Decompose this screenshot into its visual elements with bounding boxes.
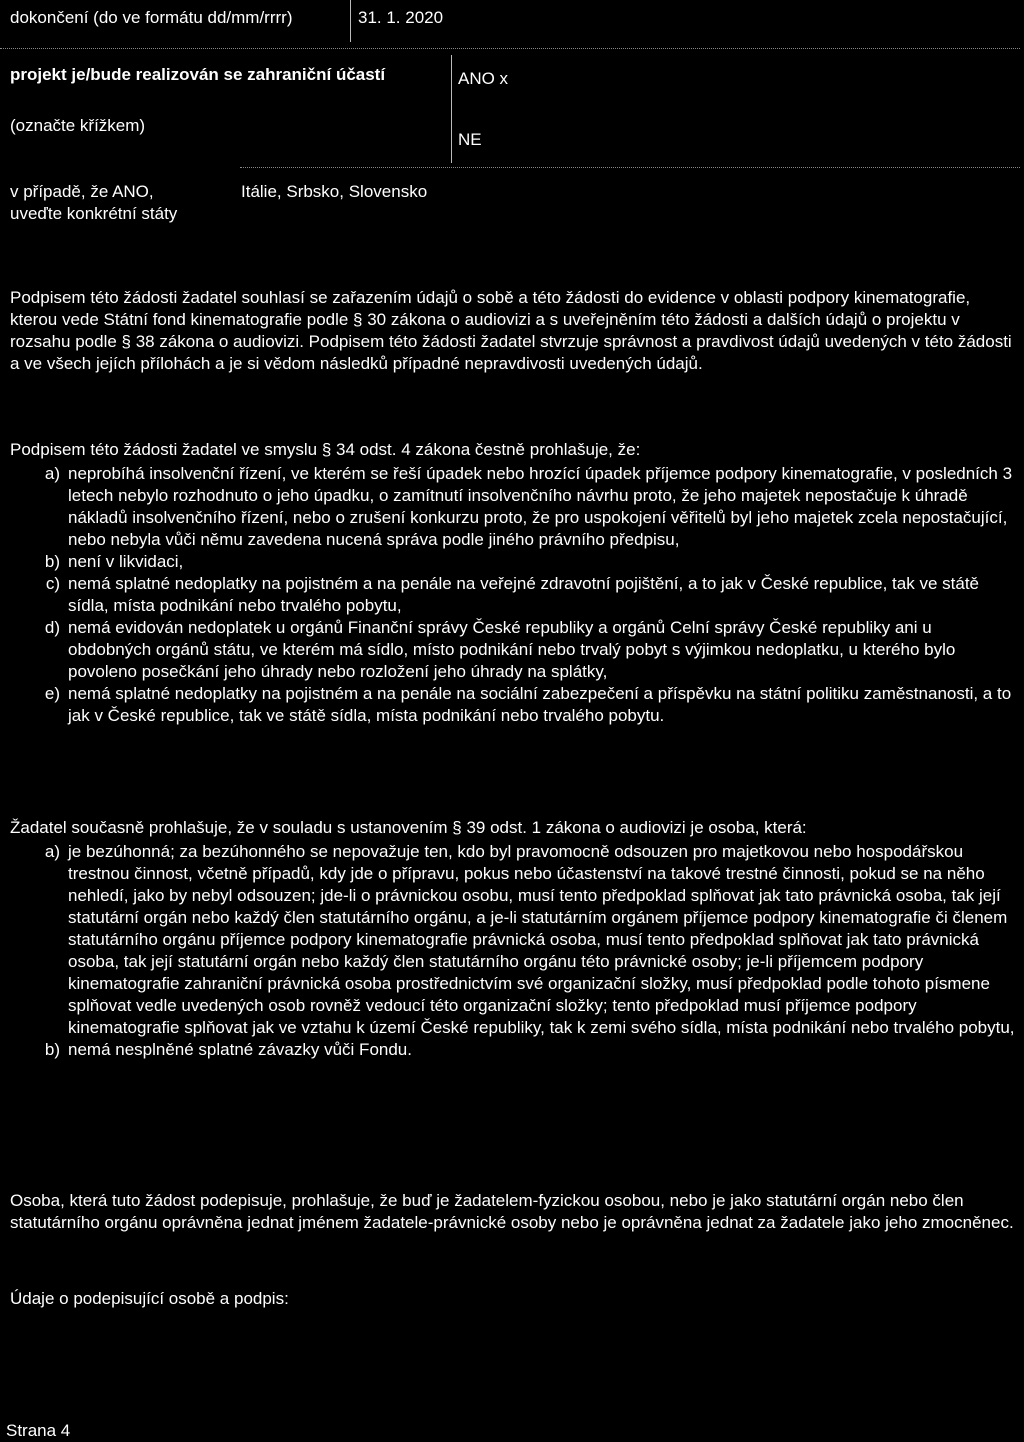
list-item-mark: a) — [44, 464, 60, 483]
consent-text: Podpisem této žádosti žadatel souhlasí se zařazením údajů o sobě a této žádosti do evidence v oblasti podpory kinematografie, kterou vede Státní fond kinematografie podle § 30 zákona o audiovizi a s uveřejněním této žádosti a dalších údajů o projektu v rozsahu podle § 38 zákona o audiovizi. Podpisem této žádosti žadatel stvrzuje správnost a pravdivost údajů uvedených v této žádosti a ve všech jejích přílohách a je si vědom následků případné nepravdivosti uvedených údajů. — [10, 288, 1012, 373]
list-item-text: nemá evidován nedoplatek u orgánů Finanční správy České republiky a orgánů Celní správy České republiky ani u obdobných orgánů státu, ve kterém má sídlo, místo podnikání nebo trvalý pobyt s výjimkou nedoplatku, u kterého bylo povoleno posečkání jeho úhrady nebo rozložení jeho úhrady na splátky, — [68, 618, 956, 681]
list-item — [10, 573, 1015, 617]
table-divider — [350, 0, 351, 42]
list-item-mark: d) — [44, 618, 60, 637]
table-divider — [451, 55, 452, 163]
countries-label: v případě, že ANO, uveďte konkrétní státy — [10, 182, 178, 223]
list-item-text: nemá splatné nedoplatky na pojistném a na penále na sociální zabezpečení a příspěvku na státní politiku zaměstnanosti, a to jak v České republice, tak ve státě sídla, místa podnikání nebo trvalého pobytu. — [68, 684, 1012, 725]
list-item-text: neprobíhá insolvenční řízení, ve kterém se řeší úpadek nebo hrozící úpadek příjemce podpory kinematografie, v posledních 3 letech nebylo rozhodnuto o jeho úpadku, o zamítnutí insolvenčního návrhu proto, že jeho majetek nepostačuje k úhradě nákladů insolvenčního řízení, nebo o zrušení konkurzu proto, že pro uspokojení věřitelů byl jeho majetek zcela nepostačující, nebo nebyla vůči němu zavedena nucená správa podle jiného právního předpisu, — [68, 464, 1013, 549]
list-item-text: není v likvidaci, — [68, 552, 184, 571]
countries-value: Itálie, Srbsko, Slovensko — [241, 182, 428, 201]
consent-paragraph — [10, 287, 1015, 375]
list-item — [10, 551, 1015, 573]
applicant-list — [10, 841, 1015, 1061]
list-item-mark: a) — [44, 842, 60, 861]
foreign-participation-label: projekt je/bude realizován se zahraniční účastí — [10, 65, 386, 84]
foreign-participation-note: (označte křížkem) — [10, 116, 146, 135]
list-item-mark: b) — [44, 552, 60, 571]
declaration-list — [10, 463, 1015, 727]
signatory-text: Osoba, která tuto žádost podepisuje, prohlašuje, že buď je žadatelem-fyzickou osobou, nebo je jako statutární orgán nebo člen statutárního orgánu oprávněna jednat jménem žadatele-právnické osoby nebo je oprávněna jednat za žadatele jako jeho zmocněnec. — [10, 1191, 1014, 1232]
list-item — [10, 617, 1015, 683]
table-row-divider — [0, 48, 1020, 49]
completion-date-label: dokončení (do ve formátu dd/mm/rrrr) — [10, 8, 293, 27]
option-no: NE — [458, 130, 482, 149]
list-item-mark: c) — [45, 574, 60, 593]
completion-date-value: 31. 1. 2020 — [358, 8, 444, 27]
list-item — [10, 463, 1015, 551]
signatory-paragraph — [10, 1190, 1015, 1234]
list-item-mark: e) — [44, 684, 60, 703]
list-item — [10, 1039, 1015, 1061]
list-item-mark: b) — [44, 1040, 60, 1059]
list-item — [10, 683, 1015, 727]
option-yes: ANO x — [458, 69, 509, 88]
list-item-text: je bezúhonná; za bezúhonného se nepovažuje ten, kdo byl pravomocně odsouzen pro majetkovou nebo hospodářskou trestnou činnost, včetně případů, kdy jde o přípravu, pokus nebo účastenství na takové trestné činnosti, pokud se na něho nehledí, jako by nebyl odsouzen; jde-li o právnickou osobu, musí tento předpoklad splňovat jak tato právnická osoba, tak její statutární orgán nebo každý člen statutárního orgánu, a je-li statutárním orgánem příjemce podpory kinematografie či členem statutárního orgánu příjemce podpory kinematografie právnická osoba, musí tento předpoklad splňovat jak tato právnická osoba, tak její statutární orgán nebo každý člen statutárního orgánu této právnické osoby; je-li příjemcem podpory kinematografie zahraniční právnická osoba prostřednictvím své organizační složky, musí předpoklad podle tohoto písmene splňovat vedle uvedených osob rovněž vedoucí této organizační složky; tento předpoklad musí příjemce podpory kinematografie splňovat jak ve vztahu k území České republiky, tak k zemi svého sídla, místa podnikání nebo trvalého pobytu, — [68, 842, 1015, 1037]
signature-label: Údaje o podepisující osobě a podpis: — [10, 1289, 289, 1308]
page-number: Strana 4 — [6, 1421, 71, 1440]
list-item-text: nemá splatné nedoplatky na pojistném a na penále na veřejné zdravotní pojištění, a to jak v České republice, tak ve státě sídla, místa podnikání nebo trvalého pobytu, — [68, 574, 979, 615]
table-row-divider — [240, 167, 1020, 168]
list-item — [10, 841, 1015, 1039]
applicant-intro: Žadatel současně prohlašuje, že v souladu s ustanovením § 39 odst. 1 zákona o audiovizi je osoba, která: — [10, 818, 807, 837]
declaration-intro: Podpisem této žádosti žadatel ve smyslu § 34 odst. 4 zákona čestně prohlašuje, že: — [10, 440, 641, 459]
list-item-text: nemá nesplněné splatné závazky vůči Fondu. — [68, 1040, 412, 1059]
